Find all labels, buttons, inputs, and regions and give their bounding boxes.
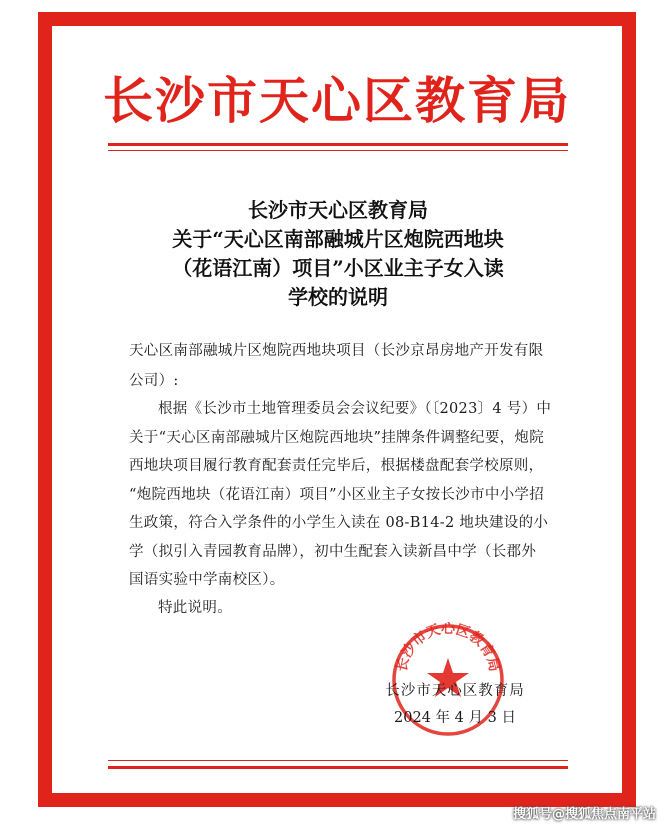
closing-line: 特此说明。 bbox=[158, 600, 232, 616]
source-watermark: 搜狐号@搜狐焦点南平站 bbox=[512, 807, 656, 822]
doc-title-line-3: （花语江南）项目”小区业主子女入读 bbox=[172, 256, 504, 280]
header-rule-thin bbox=[108, 150, 568, 151]
doc-title-line-4: 学校的说明 bbox=[288, 285, 388, 309]
letterhead-title: 长沙市天心区教育局 bbox=[103, 71, 571, 130]
paragraph-line-7: 国语实验中学南校区）。 bbox=[129, 572, 285, 588]
addressee-line-1: 天心区南部融城片区炮院西地块项目（长沙京昂房地产开发有限 bbox=[129, 343, 544, 359]
addressee-line-2: 公司）: bbox=[129, 373, 179, 389]
paragraph-line-1: 根据《长沙市土地管理委员会会议纪要》（〔2023〕4 号）中 bbox=[158, 401, 552, 417]
header-rule-thick bbox=[108, 143, 568, 146]
signature-org: 长沙市天心区教育局 bbox=[385, 683, 525, 699]
paragraph-line-3: 西地块项目履行教育配套责任完毕后，根据楼盘配套学校原则， bbox=[129, 458, 544, 474]
seal-text: 长沙市天心区教育局 bbox=[393, 622, 503, 674]
signature-date: 2024 年 4 月 3 日 bbox=[394, 710, 516, 726]
paragraph-line-2: 关于“天心区南部融城片区炮院西地块”挂牌条件调整纪要，炮院 bbox=[129, 430, 545, 446]
footer-rule-thick bbox=[108, 766, 568, 769]
paragraph-line-4: “炮院西地块（花语江南）项目”小区业主子女按长沙市中小学招 bbox=[129, 487, 545, 503]
paragraph-line-6: 学（拟引入青园教育品牌），初中生配套入读新昌中学（长郡外 bbox=[129, 544, 537, 560]
doc-title-line-1: 长沙市天心区教育局 bbox=[248, 198, 428, 222]
footer-rule-thin bbox=[108, 760, 568, 761]
paragraph-line-5: 生政策，符合入学条件的小学生入读在 08-B14-2 地块建设的小 bbox=[129, 515, 549, 531]
doc-title-line-2: 关于“天心区南部融城片区炮院西地块 bbox=[172, 227, 504, 251]
